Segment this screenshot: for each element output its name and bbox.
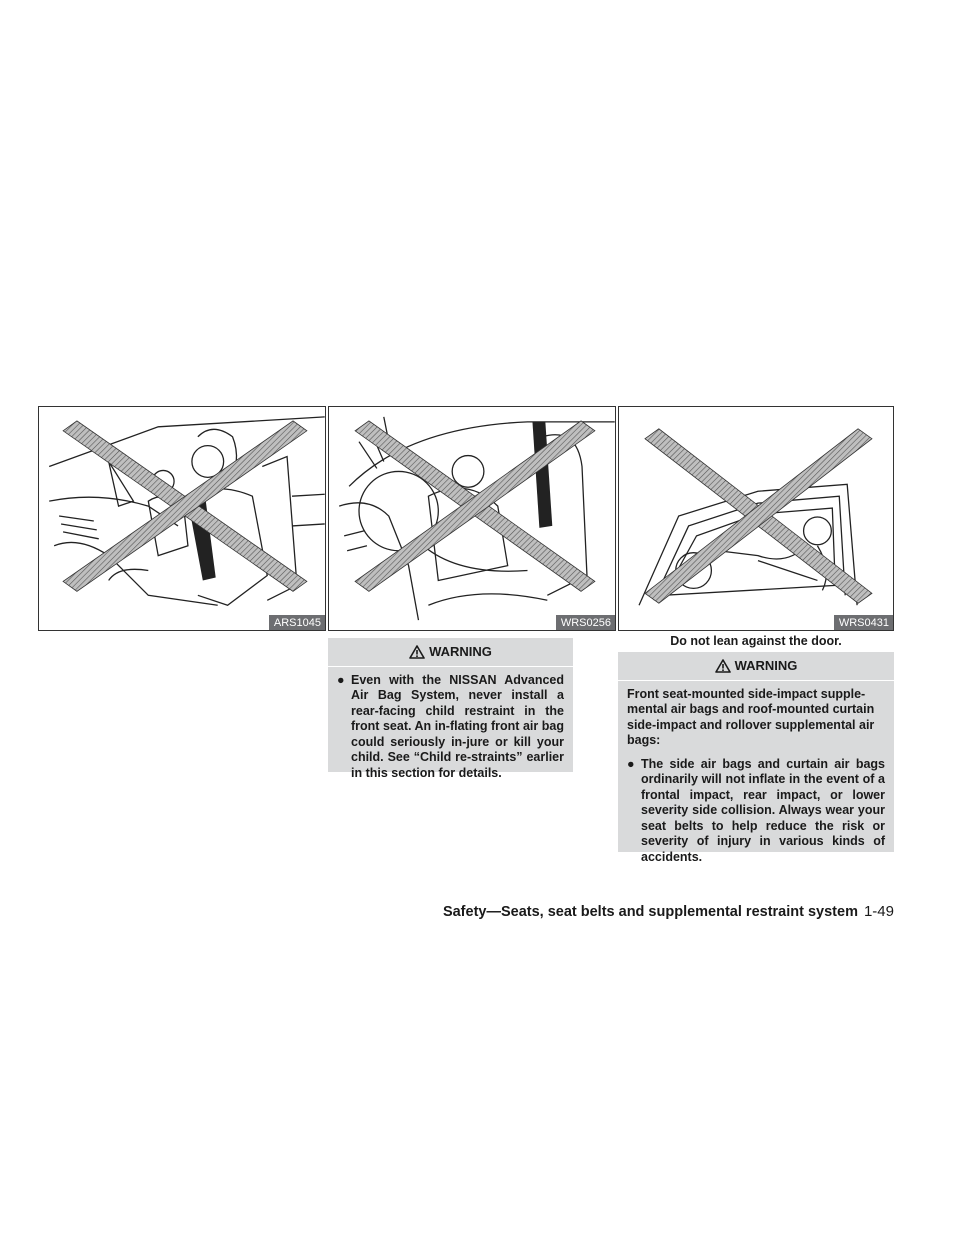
warning-triangle-icon	[409, 645, 425, 659]
warning-bullet	[337, 673, 564, 782]
bullet-dot-icon: ●	[337, 672, 345, 687]
illustration-rear-facing-child-airbag	[329, 407, 615, 630]
warning-box-airbag	[328, 638, 573, 780]
section-title: Safety—Seats, seat belts and supplemental restraint system	[442, 904, 858, 920]
page-number: 1-49	[863, 903, 894, 920]
bullet-dot-icon: ●	[627, 756, 635, 771]
warning-heading-text: WARNING	[429, 644, 492, 659]
figure-child-restraint-front-seat	[38, 406, 326, 631]
illustration-child-in-front-seat	[39, 407, 325, 630]
warning-triangle-icon	[715, 659, 731, 673]
warning-bullet-text: Even with the NISSAN Advanced Air Bag System, never install a rear-facing child restraint in the front seat. An in-flating front air bag could seriously in-jure or kill your child. See “Child re-straints” earlier in this section for details.	[351, 672, 564, 780]
figure-code: ARS1045	[269, 615, 325, 630]
warning-box-side-airbags	[618, 652, 894, 864]
warning-intro: Front seat-mounted side-impact supple-mental air bags and roof-mounted curtain side-impact and rollover supplemental air bags:	[627, 686, 875, 747]
figure-caption: Do not lean against the door.	[670, 634, 842, 648]
warning-bullet-text: The side air bags and curtain air bags ordinarily will not inflate in the event of a frontal impact, rear impact, or lower severity side collision. Always wear your seat belts to help reduce the risk or severity of injury in various kinds of accidents.	[641, 756, 885, 864]
figure-lean-against-door	[618, 406, 894, 631]
warning-bullet	[627, 757, 885, 866]
figure-rear-facing-airbag	[328, 406, 616, 631]
warning-heading-text: WARNING	[734, 658, 798, 673]
page-footer	[443, 903, 894, 920]
figure-code: WRS0431	[834, 615, 893, 630]
figure-code: WRS0256	[556, 615, 615, 630]
illustration-person-leaning-on-door	[619, 407, 893, 630]
warning-heading	[328, 638, 573, 667]
warning-heading	[618, 652, 894, 681]
